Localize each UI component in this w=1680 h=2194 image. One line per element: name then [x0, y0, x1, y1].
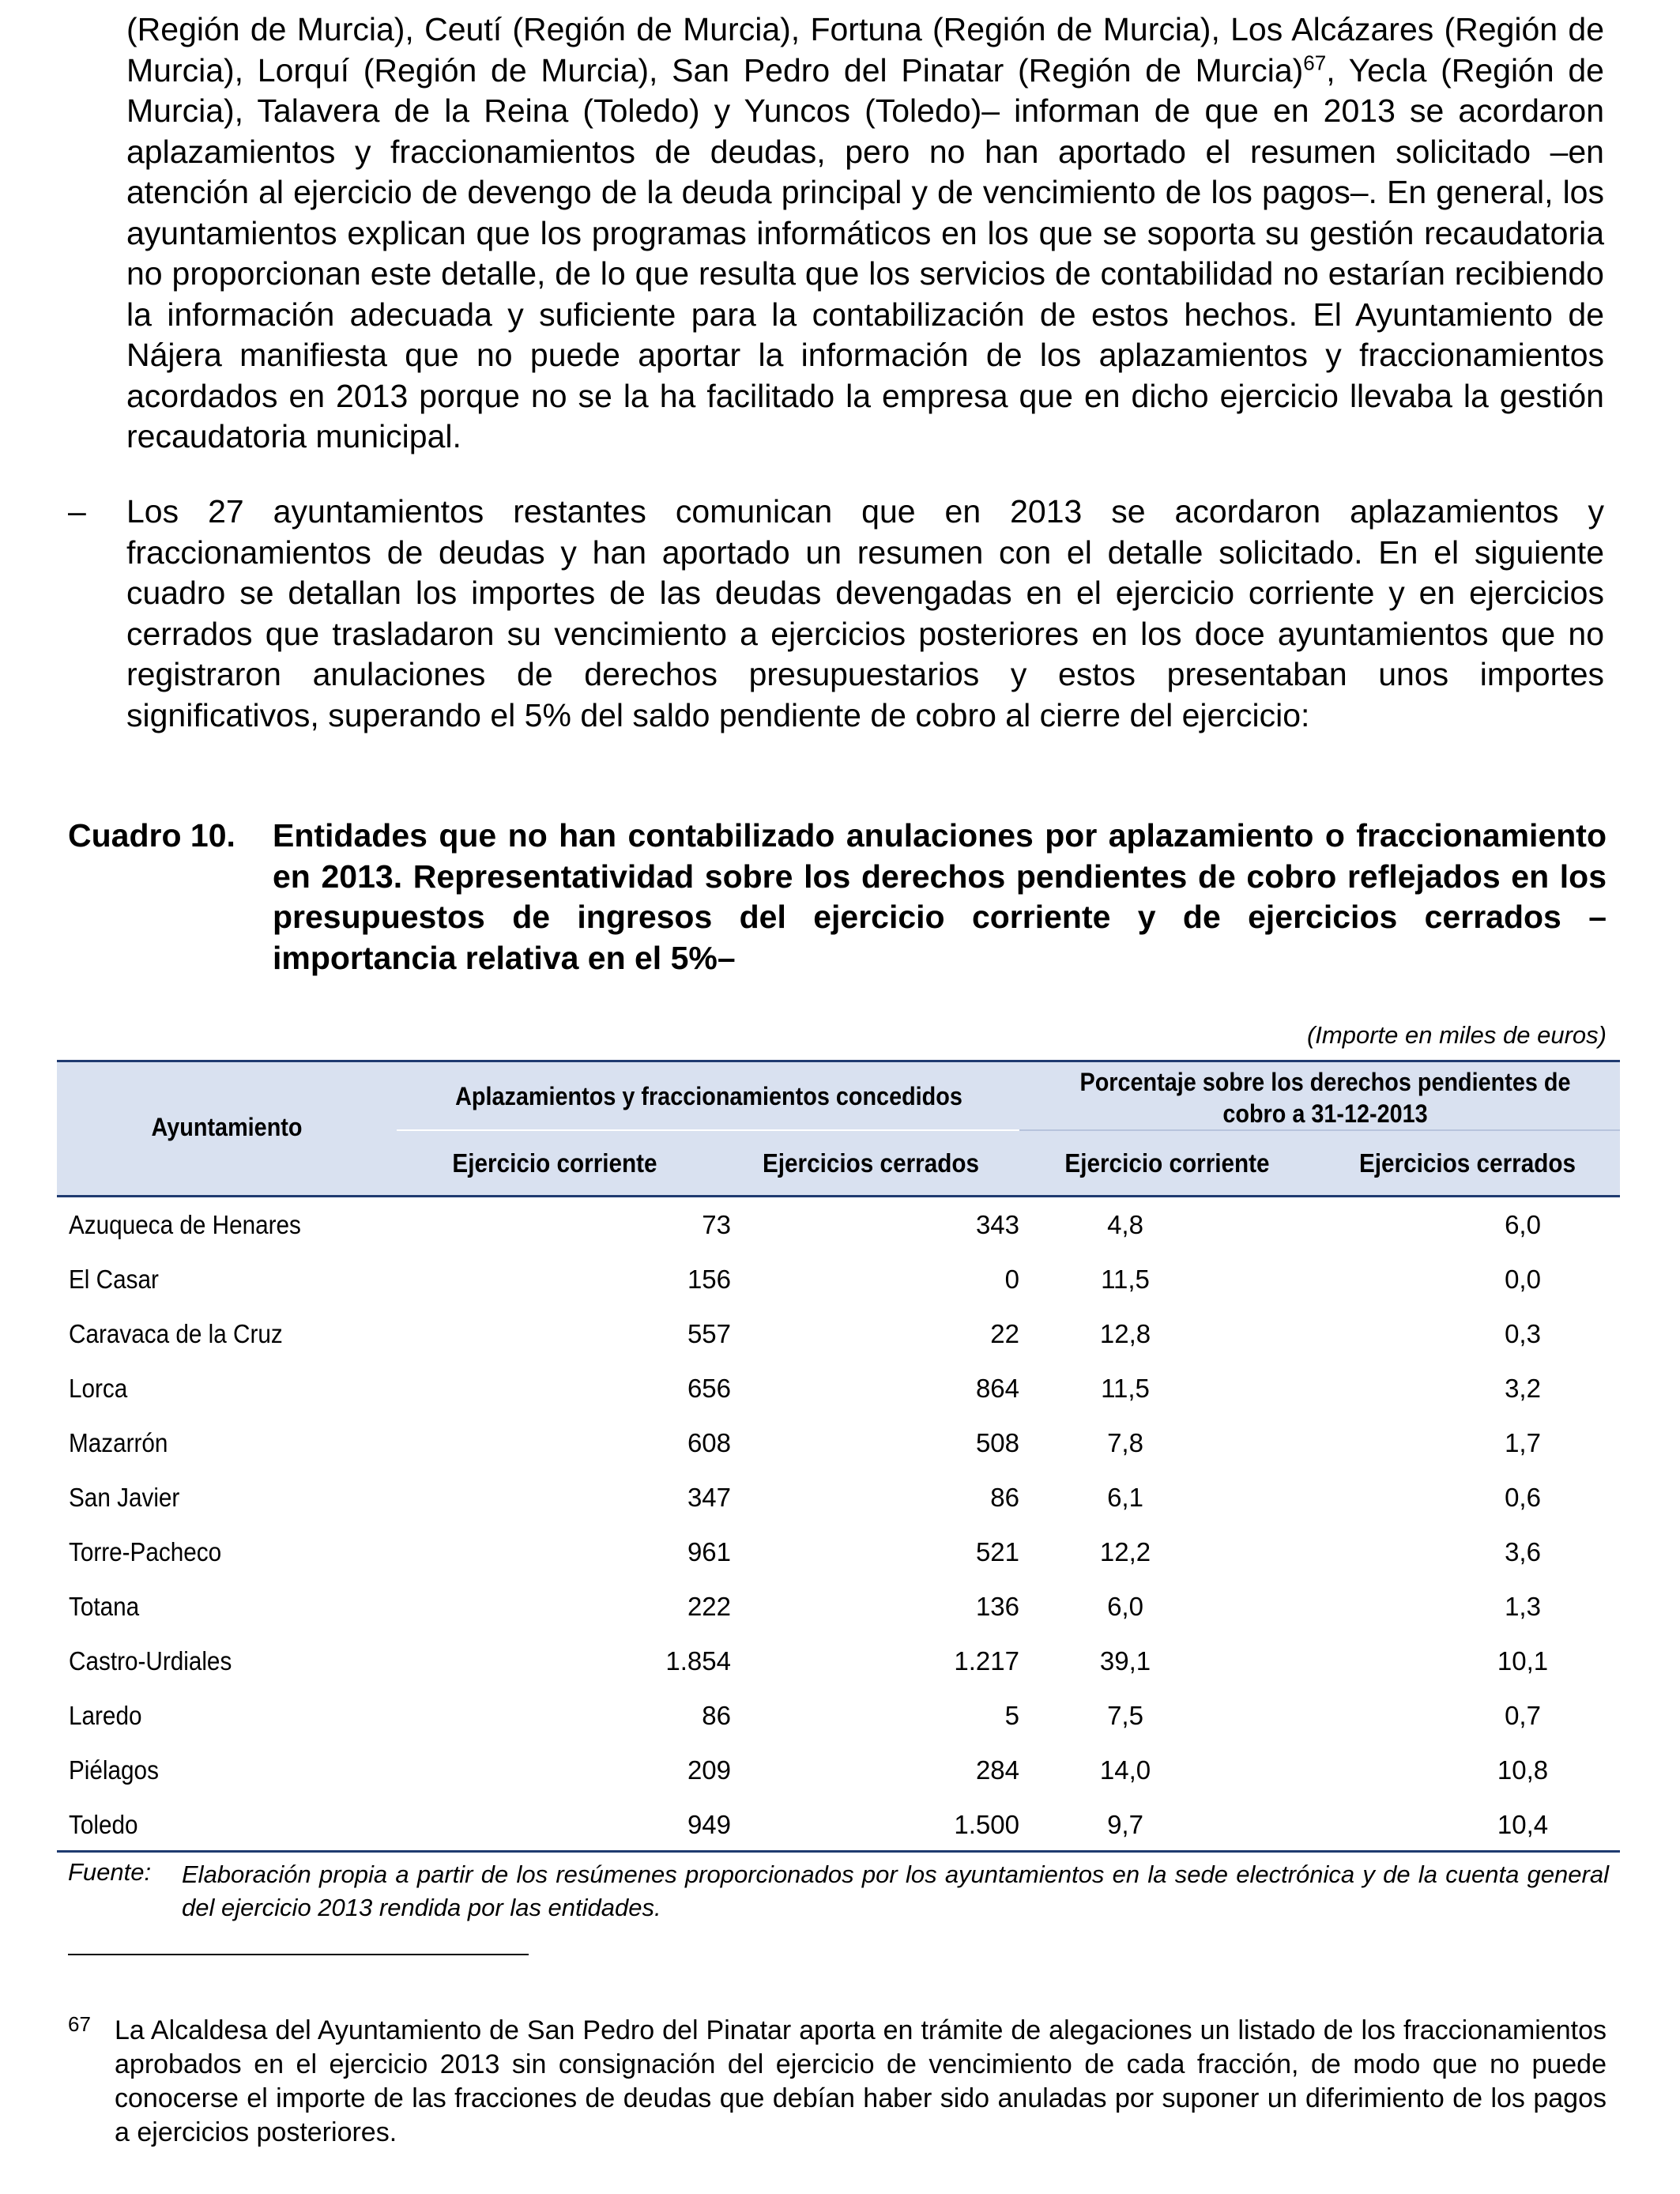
header-sub-ejercicio-corriente-2: Ejercicio corriente [1064, 1148, 1270, 1178]
cell-pct-cerrados: 6,0 [1505, 1210, 1541, 1239]
table-row [57, 1744, 1620, 1799]
cell-pct-corriente: 6,0 [1107, 1592, 1143, 1621]
cell-pct-corriente: 14,0 [1099, 1755, 1151, 1785]
cell-pct-corriente: 6,1 [1107, 1483, 1143, 1512]
cell-pct-corriente: 9,7 [1107, 1810, 1143, 1839]
cell-pct-corriente: 11,5 [1101, 1374, 1150, 1403]
cell-aplaz-corriente: 347 [687, 1483, 731, 1512]
cell-pct-corriente: 11,5 [1101, 1265, 1150, 1294]
paragraph-intro [126, 9, 1604, 458]
table-row [57, 1199, 1620, 1253]
cell-aplaz-corriente: 949 [687, 1810, 731, 1839]
cell-pct-corriente: 12,2 [1099, 1537, 1151, 1566]
header-group-aplazamientos: Aplazamientos y fraccionamientos concedidos [455, 1082, 962, 1110]
table-row [57, 1690, 1620, 1744]
footnote-reference[interactable]: 67 [1303, 50, 1327, 74]
group1-underline [397, 1129, 1043, 1131]
table-caption-title: Entidades que no han contabilizado anulaciones por aplazamiento o fraccionamiento en 2013. Representatividad sobre los derechos pendientes de cobro reflejados en los presupuestos de ingresos del ejercicio corriente y de ejercicios cerrados –importancia relativa en el 5%– [273, 817, 1607, 976]
cell-ayuntamiento: Toledo [69, 1810, 138, 1839]
paragraph-intro-text: (Región de Murcia), Ceutí (Región de Murcia), Fortuna (Región de Murcia), Los Alcázares (Región de Murcia), Lorquí (Región de Murcia), San Pedro del Pinatar (Región de Murcia) [126, 11, 1604, 89]
cell-aplaz-cerrados: 508 [975, 1428, 1019, 1457]
table-row [57, 1581, 1620, 1635]
table-row [57, 1799, 1620, 1853]
cell-pct-cerrados: 3,2 [1505, 1374, 1541, 1403]
cell-aplaz-cerrados: 1.500 [954, 1810, 1019, 1839]
header-sub-ejercicios-cerrados-2: Ejercicios cerrados [1358, 1148, 1576, 1178]
cell-aplaz-corriente: 156 [687, 1265, 731, 1294]
cell-ayuntamiento: Mazarrón [69, 1428, 168, 1457]
cell-aplaz-cerrados: 343 [975, 1210, 1019, 1239]
header-sub-ejercicio-corriente-1: Ejercicio corriente [452, 1148, 657, 1178]
cell-aplaz-corriente: 1.854 [665, 1646, 731, 1676]
paragraph-bullet: Los 27 ayuntamientos restantes comunican que en 2013 se acordaron aplazamientos y fraccionamientos de deudas y han aportado un resumen con el detalle solicitado. En el siguiente cuadro se detallan los importes de las deudas devengadas en el ejercicio corriente y en ejercicios cerrados que trasladaron su vencimiento a ejercicios posteriores en los doce ayuntamientos que no registraron anulaciones de derechos presupuestarios y estos presentaban unos importes significativos, superando el 5% del saldo pendiente de cobro al cierre del ejercicio: [126, 493, 1604, 733]
cell-pct-cerrados: 3,6 [1505, 1537, 1541, 1566]
group2-underline [1019, 1129, 1620, 1131]
cell-aplaz-corriente: 557 [687, 1319, 731, 1348]
unit-note: (Importe en miles de euros) [1306, 1021, 1607, 1049]
footnote-text: La Alcaldesa del Ayuntamiento de San Pedro del Pinatar aporta en trámite de alegaciones un listado de los fraccionamientos aprobados en el ejercicio 2013 sin consignación del ejercicio de vencimiento de cada fracción, de modo que no puede conocerse el importe de las fracciones de deudas que debían haber sido anuladas por suponer un diferimiento de los pagos a ejercicios posteriores. [115, 2015, 1607, 2147]
cell-ayuntamiento: San Javier [69, 1483, 180, 1512]
cell-aplaz-cerrados: 521 [975, 1537, 1019, 1566]
table-bottom-rule [57, 1850, 1620, 1853]
table-row [57, 1417, 1620, 1472]
cell-pct-corriente: 39,1 [1099, 1646, 1151, 1676]
cell-pct-cerrados: 10,8 [1497, 1755, 1549, 1785]
cell-aplaz-cerrados: 5 [1004, 1701, 1019, 1730]
cell-pct-corriente: 7,5 [1107, 1701, 1143, 1730]
source-text: Elaboración propia a partir de los resúmenes proporcionados por los ayuntamientos en la sede electrónica y de la cuenta general del ejercicio 2013 rendida por las entidades. [182, 1860, 1609, 1921]
header-ayuntamiento: Ayuntamiento [151, 1113, 303, 1141]
cell-pct-cerrados: 10,4 [1497, 1810, 1549, 1839]
cell-pct-cerrados: 10,1 [1497, 1646, 1549, 1676]
paragraph-intro-rest: , Yecla (Región de Murcia), Talavera de la Reina (Toledo) y Yuncos (Toledo)– informan de que en 2013 se acordaron aplazamientos y fraccionamientos de deudas, pero no han aportado el resumen solicitado –en atención al ejercicio de devengo de la deuda principal y de vencimiento de los pagos–. En general, los ayuntamientos explican que los programas informáticos en los que se soporta su gestión recaudatoria no proporcionan este detalle, de lo que resulta que los servicios de contabilidad no estarían recibiendo la información adecuada y suficiente para la contabilización de estos hechos. El Ayuntamiento de Nájera manifiesta que no puede aportar la información de los aplazamientos y fraccionamientos acordados en 2013 porque no se la ha facilitado la empresa que en dicho ejercicio llevaba la gestión recaudatoria municipal. [126, 51, 1604, 454]
header-group-porcentaje: Porcentaje sobre los derechos pendientes de cobro a 31-12-2013 [1079, 1068, 1571, 1128]
table-top-rule [57, 1060, 1620, 1062]
table-row [57, 1363, 1620, 1417]
cell-aplaz-cerrados: 86 [990, 1483, 1019, 1512]
cell-pct-corriente: 7,8 [1107, 1428, 1143, 1457]
cell-ayuntamiento: Castro-Urdiales [69, 1646, 232, 1676]
cell-aplaz-cerrados: 864 [975, 1374, 1019, 1403]
table-caption-label: Cuadro 10. [68, 817, 235, 854]
cell-ayuntamiento: Totana [69, 1592, 140, 1621]
cell-aplaz-cerrados: 284 [975, 1755, 1019, 1785]
cell-aplaz-corriente: 222 [687, 1592, 731, 1621]
cell-pct-cerrados: 1,3 [1505, 1592, 1541, 1621]
table-row [57, 1635, 1620, 1690]
cell-pct-cerrados: 0,0 [1505, 1265, 1541, 1294]
cell-aplaz-cerrados: 136 [975, 1592, 1019, 1621]
cell-aplaz-corriente: 961 [687, 1537, 731, 1566]
cell-aplaz-cerrados: 1.217 [954, 1646, 1019, 1676]
cell-pct-corriente: 4,8 [1107, 1210, 1143, 1239]
cell-aplaz-corriente: 86 [702, 1701, 731, 1730]
source-label: Fuente: [68, 1858, 152, 1886]
cell-ayuntamiento: Lorca [69, 1374, 128, 1403]
table-row [57, 1472, 1620, 1526]
header-sub-ejercicios-cerrados-1: Ejercicios cerrados [762, 1148, 980, 1178]
cell-pct-corriente: 12,8 [1099, 1319, 1151, 1348]
cell-aplaz-cerrados: 0 [1004, 1265, 1019, 1294]
cell-ayuntamiento: Laredo [69, 1701, 142, 1730]
cell-aplaz-corriente: 73 [702, 1210, 731, 1239]
table-header-rule [57, 1195, 1620, 1197]
cell-aplaz-corriente: 608 [687, 1428, 731, 1457]
cell-aplaz-cerrados: 22 [990, 1319, 1019, 1348]
footnote-separator [68, 1954, 529, 1955]
footnote-number: 67 [68, 2012, 91, 2036]
cell-pct-cerrados: 0,3 [1505, 1319, 1541, 1348]
cell-pct-cerrados: 1,7 [1505, 1428, 1541, 1457]
cell-ayuntamiento: Azuqueca de Henares [69, 1210, 301, 1239]
cell-ayuntamiento: El Casar [69, 1265, 159, 1294]
cell-pct-cerrados: 0,7 [1505, 1701, 1541, 1730]
table-row [57, 1308, 1620, 1363]
table-row [57, 1253, 1620, 1308]
cell-aplaz-corriente: 656 [687, 1374, 731, 1403]
cell-ayuntamiento: Piélagos [69, 1755, 159, 1785]
cell-ayuntamiento: Torre-Pacheco [69, 1537, 222, 1566]
bullet-dash: – [68, 493, 86, 530]
cell-pct-cerrados: 0,6 [1505, 1483, 1541, 1512]
cell-aplaz-corriente: 209 [687, 1755, 731, 1785]
table-row [57, 1526, 1620, 1581]
cell-ayuntamiento: Caravaca de la Cruz [69, 1319, 283, 1348]
